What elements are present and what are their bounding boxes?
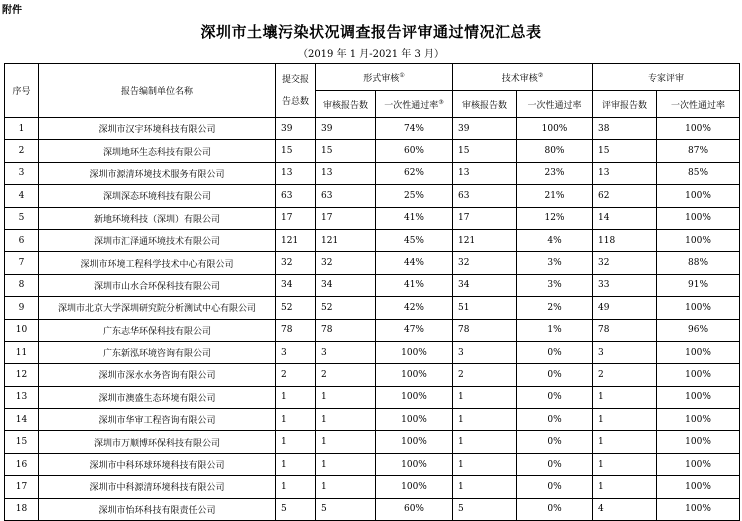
- header-technical-review: [453, 64, 593, 91]
- cell-formal-rate: 45%: [376, 229, 453, 251]
- cell-tech-rate: 12%: [517, 207, 593, 229]
- cell-submitted: 39: [276, 118, 316, 140]
- cell-tech-rate: 0%: [517, 386, 593, 408]
- cell-seq: 13: [5, 386, 39, 408]
- header-tech-label: 技术审核: [501, 73, 538, 84]
- cell-seq: 11: [5, 341, 39, 363]
- cell-seq: 5: [5, 207, 39, 229]
- cell-formal-rate: 100%: [376, 431, 453, 453]
- cell-formal-count: 1: [316, 453, 376, 475]
- cell-formal-count: 121: [316, 229, 376, 251]
- cell-tech-rate: 0%: [517, 341, 593, 363]
- cell-submitted: 121: [276, 229, 316, 251]
- table-row: [5, 364, 740, 386]
- cell-formal-rate: 47%: [376, 319, 453, 341]
- cell-formal-rate: 100%: [376, 453, 453, 475]
- cell-formal-count: 1: [316, 409, 376, 431]
- cell-unit-name: 深圳市中科源清环境科技有限公司: [39, 476, 276, 498]
- table-row: [5, 229, 740, 251]
- summary-table: [4, 63, 740, 521]
- cell-unit-name: 深圳地环生态科技有限公司: [39, 140, 276, 162]
- cell-expert-count: 13: [593, 162, 657, 184]
- cell-expert-count: 2: [593, 364, 657, 386]
- cell-tech-count: 78: [453, 319, 517, 341]
- cell-submitted: 2: [276, 364, 316, 386]
- cell-unit-name: 深圳市怡环科技有限责任公司: [39, 498, 276, 520]
- cell-formal-rate: 44%: [376, 252, 453, 274]
- cell-expert-count: 78: [593, 319, 657, 341]
- attachment-label: 附件: [2, 5, 22, 16]
- table-row: [5, 207, 740, 229]
- cell-seq: 6: [5, 229, 39, 251]
- cell-tech-count: 17: [453, 207, 517, 229]
- cell-tech-count: 1: [453, 476, 517, 498]
- cell-seq: 18: [5, 498, 39, 520]
- cell-expert-count: 32: [593, 252, 657, 274]
- cell-expert-rate: 100%: [657, 498, 740, 520]
- cell-formal-count: 2: [316, 364, 376, 386]
- cell-formal-count: 1: [316, 386, 376, 408]
- cell-expert-rate: 87%: [657, 140, 740, 162]
- cell-submitted: 1: [276, 431, 316, 453]
- header-formal-label: 形式审核: [363, 73, 400, 84]
- footnote-mark-2: ②: [537, 71, 544, 79]
- cell-expert-rate: 85%: [657, 162, 740, 184]
- cell-seq: 8: [5, 274, 39, 296]
- cell-formal-rate: 100%: [376, 386, 453, 408]
- cell-expert-rate: 100%: [657, 409, 740, 431]
- cell-tech-count: 34: [453, 274, 517, 296]
- cell-submitted: 5: [276, 498, 316, 520]
- table-row: [5, 162, 740, 184]
- cell-unit-name: 深圳市环境工程科学技术中心有限公司: [39, 252, 276, 274]
- table-body: [5, 118, 740, 521]
- cell-tech-count: 1: [453, 386, 517, 408]
- cell-expert-rate: 100%: [657, 118, 740, 140]
- cell-formal-count: 63: [316, 185, 376, 207]
- cell-unit-name: 深圳市山水合环保科技有限公司: [39, 274, 276, 296]
- table-row: [5, 297, 740, 319]
- cell-seq: 4: [5, 185, 39, 207]
- cell-expert-rate: 96%: [657, 319, 740, 341]
- cell-tech-count: 15: [453, 140, 517, 162]
- cell-submitted: 32: [276, 252, 316, 274]
- footnote-mark-1: ①: [399, 71, 405, 79]
- cell-expert-count: 118: [593, 229, 657, 251]
- cell-expert-rate: 100%: [657, 386, 740, 408]
- table-row: [5, 185, 740, 207]
- cell-submitted: 78: [276, 319, 316, 341]
- header-row-group: [5, 64, 740, 91]
- cell-expert-count: 1: [593, 453, 657, 475]
- cell-formal-rate: 60%: [376, 140, 453, 162]
- cell-tech-count: 32: [453, 252, 517, 274]
- cell-formal-count: 32: [316, 252, 376, 274]
- cell-formal-count: 15: [316, 140, 376, 162]
- cell-expert-count: 14: [593, 207, 657, 229]
- cell-tech-rate: 3%: [517, 252, 593, 274]
- table-row: [5, 386, 740, 408]
- cell-submitted: 1: [276, 386, 316, 408]
- cell-formal-rate: 100%: [376, 364, 453, 386]
- cell-submitted: 17: [276, 207, 316, 229]
- cell-formal-count: 52: [316, 297, 376, 319]
- cell-expert-rate: 100%: [657, 341, 740, 363]
- cell-expert-rate: 100%: [657, 476, 740, 498]
- cell-submitted: 52: [276, 297, 316, 319]
- cell-submitted: 63: [276, 185, 316, 207]
- cell-expert-count: 1: [593, 409, 657, 431]
- cell-tech-rate: 23%: [517, 162, 593, 184]
- header-submitted-line2: 告总数: [281, 96, 309, 107]
- cell-expert-count: 3: [593, 341, 657, 363]
- cell-tech-rate: 100%: [517, 118, 593, 140]
- cell-formal-count: 17: [316, 207, 376, 229]
- cell-expert-rate: 100%: [657, 431, 740, 453]
- cell-submitted: 3: [276, 341, 316, 363]
- cell-unit-name: 深圳市汇泽通环境技术有限公司: [39, 229, 276, 251]
- table-row: [5, 118, 740, 140]
- table-row: [5, 274, 740, 296]
- cell-unit-name: 深圳市澳盛生态环境有限公司: [39, 386, 276, 408]
- table-row: [5, 341, 740, 363]
- cell-expert-count: 15: [593, 140, 657, 162]
- cell-formal-rate: 74%: [376, 118, 453, 140]
- cell-tech-rate: 3%: [517, 274, 593, 296]
- cell-tech-count: 1: [453, 409, 517, 431]
- cell-seq: 12: [5, 364, 39, 386]
- cell-expert-rate: 91%: [657, 274, 740, 296]
- cell-seq: 7: [5, 252, 39, 274]
- cell-unit-name: 深圳市华审工程咨询有限公司: [39, 409, 276, 431]
- cell-submitted: 34: [276, 274, 316, 296]
- cell-tech-count: 63: [453, 185, 517, 207]
- cell-seq: 2: [5, 140, 39, 162]
- cell-tech-count: 51: [453, 297, 517, 319]
- table-row: [5, 476, 740, 498]
- cell-unit-name: 深圳市中科环球环境科技有限公司: [39, 453, 276, 475]
- cell-unit-name: 深圳市深水水务咨询有限公司: [39, 364, 276, 386]
- cell-tech-rate: 0%: [517, 409, 593, 431]
- cell-expert-count: 4: [593, 498, 657, 520]
- table-row: [5, 409, 740, 431]
- cell-expert-rate: 88%: [657, 252, 740, 274]
- cell-tech-rate: 2%: [517, 297, 593, 319]
- cell-formal-rate: 25%: [376, 185, 453, 207]
- cell-submitted: 1: [276, 476, 316, 498]
- cell-tech-rate: 0%: [517, 364, 593, 386]
- cell-tech-count: 13: [453, 162, 517, 184]
- cell-tech-rate: 0%: [517, 431, 593, 453]
- header-formal-pass-rate: [376, 91, 453, 118]
- cell-submitted: 1: [276, 453, 316, 475]
- cell-expert-rate: 100%: [657, 453, 740, 475]
- table-row: [5, 431, 740, 453]
- cell-unit-name: 深圳深态环境科技有限公司: [39, 185, 276, 207]
- cell-formal-count: 78: [316, 319, 376, 341]
- cell-expert-rate: 100%: [657, 185, 740, 207]
- cell-seq: 15: [5, 431, 39, 453]
- cell-formal-rate: 41%: [376, 274, 453, 296]
- table-row: [5, 252, 740, 274]
- header-unit-name: 报告编制单位名称: [39, 64, 276, 118]
- cell-expert-rate: 100%: [657, 229, 740, 251]
- cell-formal-count: 3: [316, 341, 376, 363]
- cell-tech-count: 2: [453, 364, 517, 386]
- header-expert-pass-rate: 一次性通过率: [657, 91, 740, 118]
- cell-formal-count: 34: [316, 274, 376, 296]
- cell-formal-rate: 62%: [376, 162, 453, 184]
- cell-formal-count: 39: [316, 118, 376, 140]
- cell-unit-name: 深圳市北京大学深圳研究院分析测试中心有限公司: [39, 297, 276, 319]
- footnote-mark-3: ③: [438, 98, 444, 106]
- cell-seq: 9: [5, 297, 39, 319]
- cell-unit-name: 广东志华环保科技有限公司: [39, 319, 276, 341]
- cell-seq: 17: [5, 476, 39, 498]
- header-submitted-line1: 提交报: [281, 74, 309, 85]
- cell-tech-rate: 1%: [517, 319, 593, 341]
- cell-tech-rate: 0%: [517, 498, 593, 520]
- date-range-subtitle: （2019 年 1 月-2021 年 3 月）: [297, 49, 445, 60]
- cell-submitted: 1: [276, 409, 316, 431]
- header-formal-review: [316, 64, 453, 91]
- cell-expert-rate: 100%: [657, 364, 740, 386]
- table-row: [5, 453, 740, 475]
- cell-expert-rate: 100%: [657, 297, 740, 319]
- cell-tech-rate: 0%: [517, 453, 593, 475]
- header-formal-count: 审核报告数: [316, 91, 376, 118]
- cell-tech-count: 121: [453, 229, 517, 251]
- cell-seq: 10: [5, 319, 39, 341]
- cell-expert-rate: 100%: [657, 207, 740, 229]
- table-row: [5, 319, 740, 341]
- cell-tech-rate: 80%: [517, 140, 593, 162]
- cell-tech-count: 3: [453, 341, 517, 363]
- header-submitted-total: [276, 64, 316, 118]
- cell-expert-count: 1: [593, 386, 657, 408]
- cell-tech-count: 1: [453, 431, 517, 453]
- cell-unit-name: 深圳市万顺博环保科技有限公司: [39, 431, 276, 453]
- cell-expert-count: 1: [593, 476, 657, 498]
- header-expert-review: 专家评审: [593, 64, 740, 91]
- cell-formal-rate: 100%: [376, 476, 453, 498]
- cell-formal-count: 1: [316, 476, 376, 498]
- cell-expert-count: 33: [593, 274, 657, 296]
- cell-unit-name: 深圳市源清环境技术服务有限公司: [39, 162, 276, 184]
- header-seq: 序号: [5, 64, 39, 118]
- header-tech-pass-rate: 一次性通过率: [517, 91, 593, 118]
- cell-submitted: 15: [276, 140, 316, 162]
- cell-formal-rate: 42%: [376, 297, 453, 319]
- cell-formal-rate: 60%: [376, 498, 453, 520]
- cell-seq: 3: [5, 162, 39, 184]
- cell-tech-rate: 4%: [517, 229, 593, 251]
- cell-expert-count: 38: [593, 118, 657, 140]
- cell-expert-count: 1: [593, 431, 657, 453]
- cell-unit-name: 深圳市汉宇环境科技有限公司: [39, 118, 276, 140]
- cell-tech-count: 1: [453, 453, 517, 475]
- cell-seq: 1: [5, 118, 39, 140]
- cell-formal-count: 13: [316, 162, 376, 184]
- page-title: 深圳市土壤污染状况调查报告评审通过情况汇总表: [200, 23, 542, 41]
- cell-tech-count: 39: [453, 118, 517, 140]
- cell-formal-count: 1: [316, 431, 376, 453]
- cell-expert-count: 62: [593, 185, 657, 207]
- header-tech-count: 审核报告数: [453, 91, 517, 118]
- cell-tech-rate: 21%: [517, 185, 593, 207]
- cell-submitted: 13: [276, 162, 316, 184]
- table-row: [5, 498, 740, 520]
- cell-formal-count: 5: [316, 498, 376, 520]
- cell-formal-rate: 100%: [376, 409, 453, 431]
- cell-seq: 16: [5, 453, 39, 475]
- cell-formal-rate: 41%: [376, 207, 453, 229]
- cell-unit-name: 广东新泓环境咨询有限公司: [39, 341, 276, 363]
- cell-tech-count: 5: [453, 498, 517, 520]
- cell-tech-rate: 0%: [517, 476, 593, 498]
- header-expert-count: 评审报告数: [593, 91, 657, 118]
- header-formal-rate-label: 一次性通过率: [384, 100, 439, 111]
- cell-unit-name: 新地环境科技（深圳）有限公司: [39, 207, 276, 229]
- cell-formal-rate: 100%: [376, 341, 453, 363]
- table-row: [5, 140, 740, 162]
- cell-expert-count: 49: [593, 297, 657, 319]
- cell-seq: 14: [5, 409, 39, 431]
